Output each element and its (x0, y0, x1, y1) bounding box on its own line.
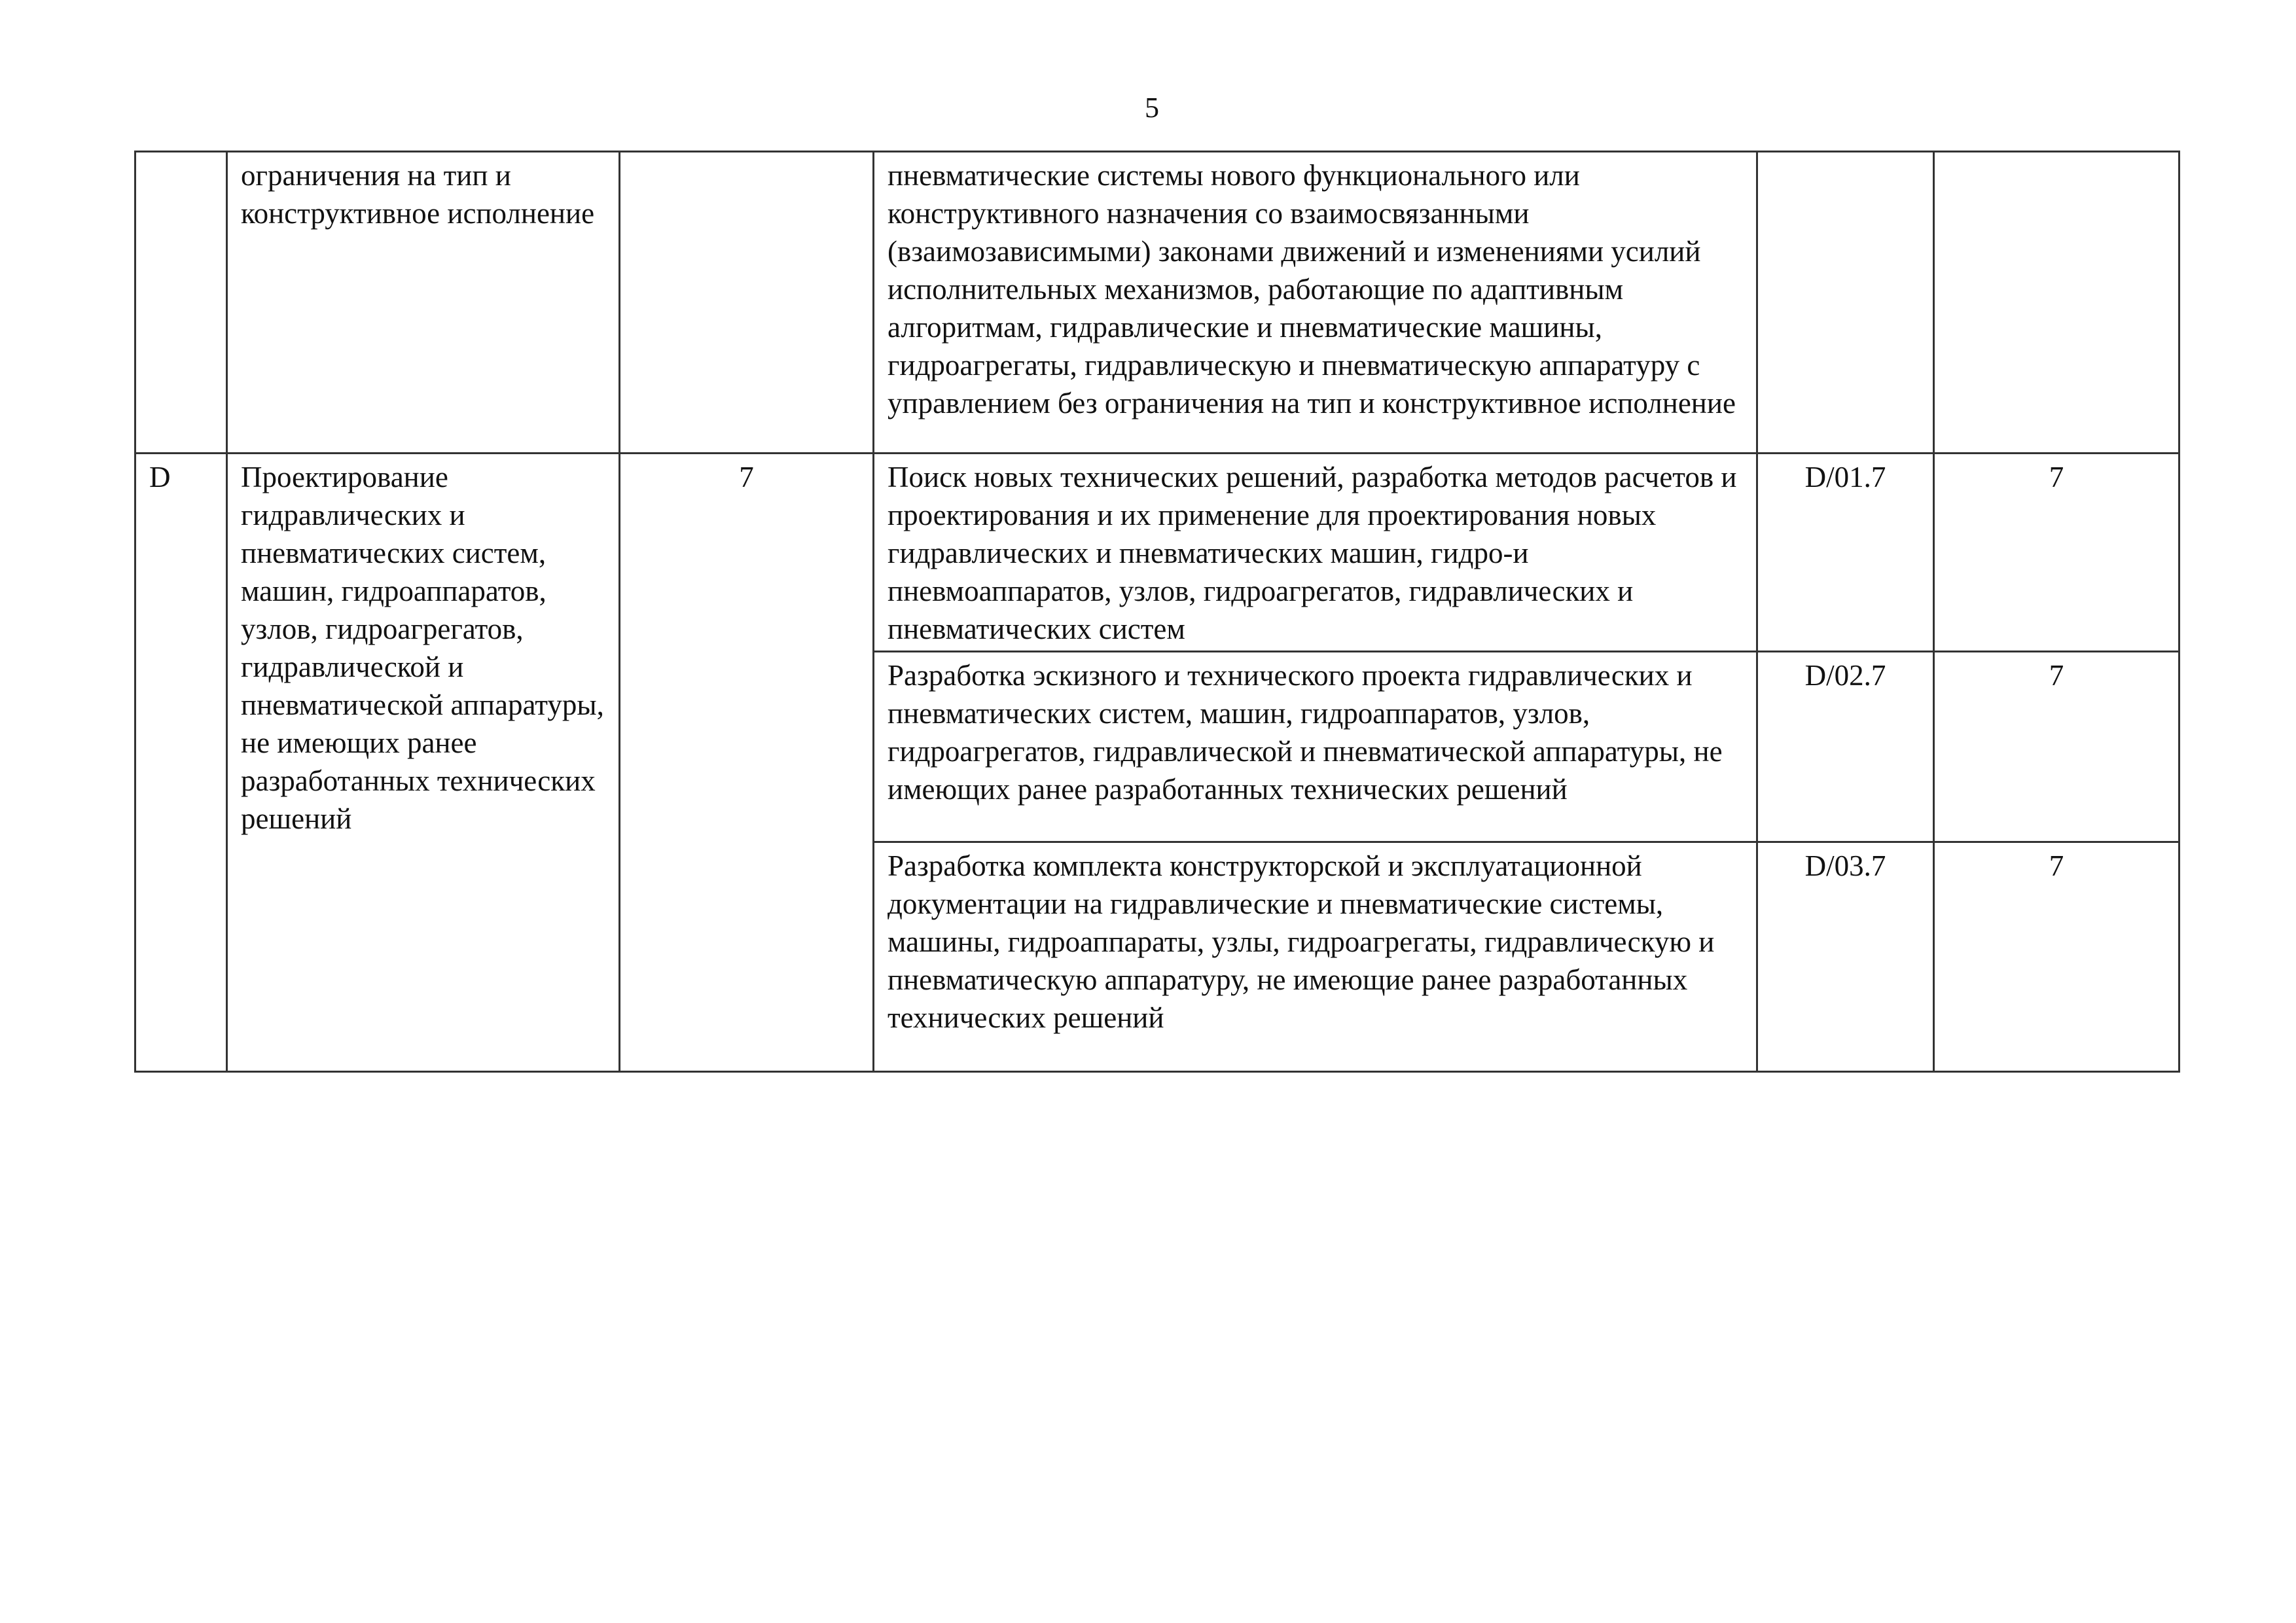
sub-qualification-level-cell (1934, 152, 2179, 454)
page-number: 5 (1145, 92, 1159, 124)
sub-qualification-level-cell: 7 (1934, 652, 2179, 842)
table-row (135, 152, 2179, 454)
sub-qualification-level-cell: 7 (1934, 842, 2179, 1072)
labor-function-code-cell (1757, 152, 1934, 454)
functions-table (134, 151, 2180, 1073)
qualification-level-cell (620, 152, 874, 454)
labor-function-code-cell: D/03.7 (1757, 842, 1934, 1072)
sub-qualification-level-cell: 7 (1934, 454, 2179, 652)
generalized-function-code-cell (135, 152, 227, 454)
generalized-function-code-cell: D (135, 454, 227, 1072)
qualification-level-cell: 7 (620, 454, 874, 1072)
labor-function-name-cell: Разработка эскизного и технического проекта гидравлических и пневматических систем, машин, гидроаппаратов, узлов, гидроагрегатов, гидравлической и пневматической аппаратуры, не имеющих ранее разработанных технических решений (874, 652, 1757, 842)
table-row (135, 454, 2179, 652)
labor-function-name-cell: пневматические системы нового функционального или конструктивного назначения со взаимосвязанными (взаимозависимыми) законами движений и изменениями усилий исполнительных механизмов, работающие по адаптивным алгоритмам, гидравлические и пневматические машины, гидроагрегаты, гидравлическую и пневматическую аппаратуру с управлением без ограничения на тип и конструктивное исполнение (874, 152, 1757, 454)
generalized-function-name-cell: ограничения на тип и конструктивное исполнение (227, 152, 620, 454)
labor-function-name-cell: Поиск новых технических решений, разработка методов расчетов и проектирования и их применение для проектирования новых гидравлических и пневматических машин, гидро-и пневмоаппаратов, узлов, гидроагрегатов, гидравлических и пневматических систем (874, 454, 1757, 652)
generalized-function-name-cell: Проектирование гидравлических и пневматических систем, машин, гидроаппаратов, узлов, гидроагрегатов, гидравлической и пневматической аппаратуры, не имеющих ранее разработанных технических решений (227, 454, 620, 1072)
labor-function-code-cell: D/01.7 (1757, 454, 1934, 652)
labor-function-code-cell: D/02.7 (1757, 652, 1934, 842)
labor-function-name-cell: Разработка комплекта конструкторской и эксплуатационной документации на гидравлические и пневматические системы, машины, гидроаппараты, узлы, гидроагрегаты, гидравлическую и пневматическую аппаратуру, не имеющие ранее разработанных технических решений (874, 842, 1757, 1072)
